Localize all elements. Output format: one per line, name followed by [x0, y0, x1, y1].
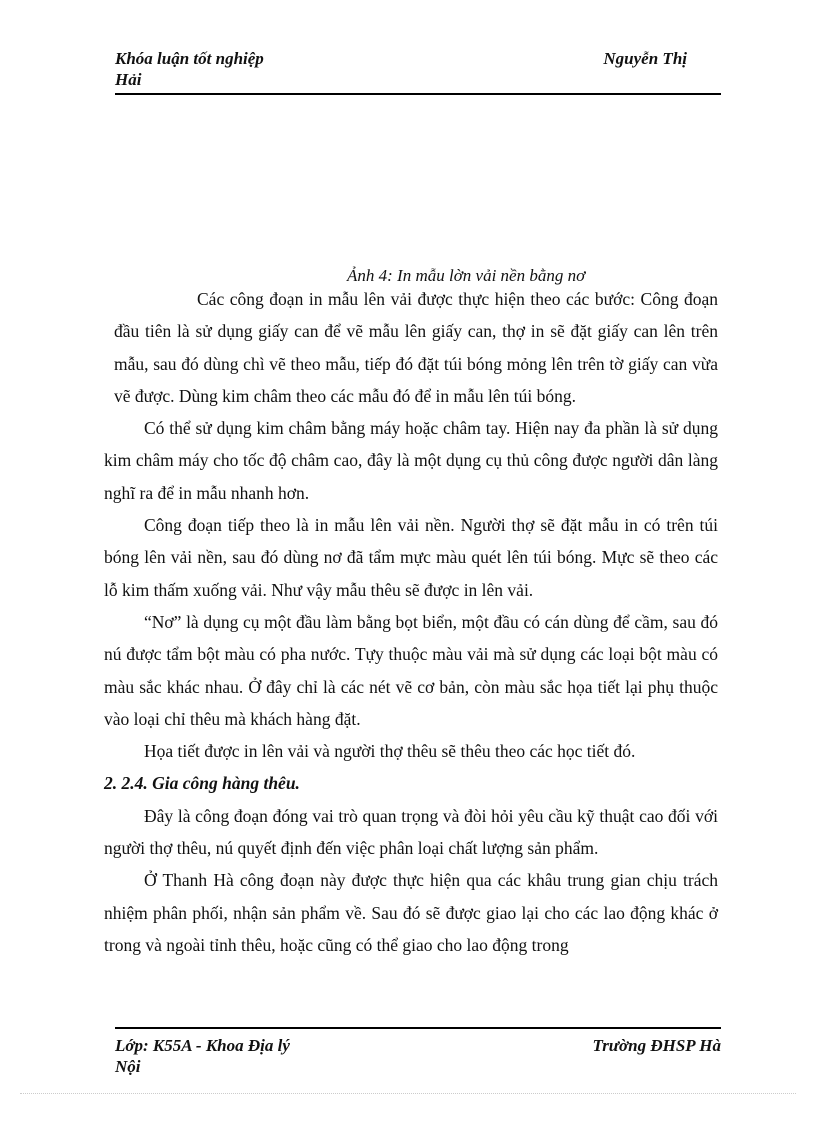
paragraph: Ở Thanh Hà công đoạn này được thực hiện qua các khâu trung gian chịu trách nhiệm phân phối, nhận sản phẩm về. Sau đó sẽ được giao lại cho các lao động khác ở trong và ngoài tỉnh thêu, hoặc cũng có thể giao cho lao động trong [104, 870, 718, 955]
page-bottom-border [20, 1093, 796, 1094]
page-header [115, 48, 721, 90]
footer-rule [115, 1027, 721, 1029]
header-rule [115, 93, 721, 95]
page-footer [115, 1035, 721, 1077]
paragraph: Các công đoạn in mẫu lên vải được thực hiện theo các bước: Công đoạn đầu tiên là sử dụng giấy can để vẽ mẫu lên giấy can, thợ in sẽ đặt giấy can lên trên mẫu, sau đó dùng chì vẽ theo mẫu, tiếp đó đặt túi bóng mỏng lên trên tờ giấy can vừa vẽ được. Dùng kim châm theo các mẫu đó để in mẫu lên túi bóng. [114, 289, 718, 406]
document-body [104, 283, 718, 961]
header-left-line2: Hải [115, 70, 142, 89]
footer-right: Trường ĐHSP Hà [592, 1036, 721, 1055]
paragraph: Đây là công đoạn đóng vai trò quan trọng và đòi hỏi yêu cầu kỹ thuật cao đối với người thợ thêu, nú quyết định đến việc phân loại chất lượng sản phẩm. [104, 805, 718, 859]
section-heading: 2. 2.4. Gia công hàng thêu. [104, 773, 300, 794]
paragraph: Họa tiết được in lên vải và người thợ thêu sẽ thêu theo các học tiết đó. [144, 741, 636, 762]
footer-left-line2: Nội [115, 1057, 141, 1076]
header-left: Khóa luận tốt nghiệp [115, 49, 264, 68]
paragraph: Công đoạn tiếp theo là in mẫu lên vải nền. Người thợ sẽ đặt mẫu in có trên túi bóng lên vải nền, sau đó dùng nơ đã tẩm mực màu quét lên túi bóng. Mực sẽ theo các lỗ kim thấm xuống vải. Như vậy mẫu thêu sẽ được in lên vải. [104, 515, 718, 600]
image-caption: Ảnh 4: In mẫu lờn vải nền bằng nơ [347, 266, 586, 285]
paragraph: “Nơ” là dụng cụ một đầu làm bằng bọt biển, một đầu có cán dùng để cầm, sau đó nú được tẩm bột màu có pha nước. Tựy thuộc màu vải mà sử dụng các loại bột màu có màu sắc khác nhau. Ở đây chỉ là các nét vẽ cơ bản, còn màu sắc họa tiết lại phụ thuộc vào loại chỉ thêu mà khách hàng đặt. [104, 611, 718, 729]
paragraph: Có thể sử dụng kim châm bằng máy hoặc châm tay. Hiện nay đa phần là sử dụng kim châm máy cho tốc độ châm cao, đây là một dụng cụ thủ công được người dân làng nghĩ ra để in mẫu nhanh hơn. [104, 418, 718, 503]
footer-left: Lớp: K55A - Khoa Địa lý [115, 1036, 290, 1055]
header-right: Nguyễn Thị [603, 49, 687, 68]
